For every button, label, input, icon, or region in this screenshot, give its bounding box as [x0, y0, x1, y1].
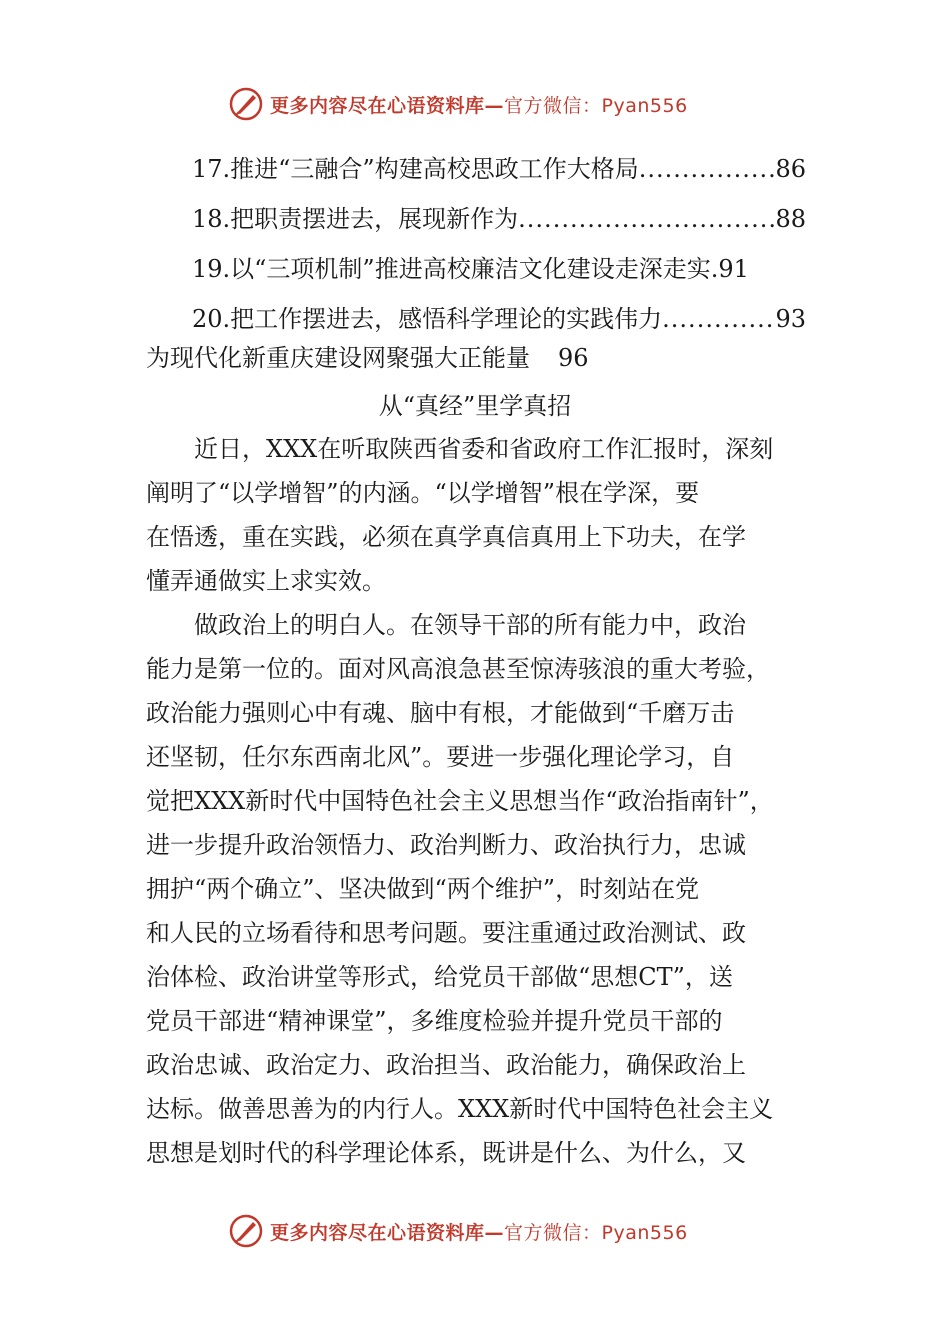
body-line: 进一步提升政治领悟力、政治判断力、政治执行力，忠诚 [146, 831, 746, 859]
toc-entry-page: 86 [775, 155, 806, 183]
toc-entry-title: 18.把职责摆进去，展现新作为 [192, 205, 519, 233]
watermark-wechat: 官方微信：Pyan556 [504, 94, 688, 117]
body-line: 阐明了“以学增智”的内涵。“以学增智”根在学深，要 [146, 479, 700, 507]
toc-entry-title: 20.把工作摆进去，感悟科学理论的实践伟力 [192, 305, 663, 333]
quill-logo-icon [228, 86, 264, 122]
body-line: 懂弄通做实上求实效。 [146, 567, 386, 595]
body-line: 和人民的立场看待和思考问题。要注重通过政治测试、政 [146, 919, 746, 947]
toc-entry [192, 301, 806, 337]
toc-entry-title: 17.推进“三融合”构建高校思政工作大格局 [192, 155, 639, 183]
toc-entry-title: 为现代化新重庆建设网聚强大正能量 [146, 344, 530, 372]
toc-entry-page: 96 [558, 344, 589, 372]
header-watermark [228, 84, 688, 124]
body-line: 政治忠诚、政治定力、政治担当、政治能力，确保政治上 [146, 1051, 746, 1079]
toc-entry-page: 88 [775, 205, 806, 233]
toc-entry-title: 19.以“三项机制”推进高校廉洁文化建设走深走实 [192, 255, 711, 283]
body-line: 拥护“两个确立”、坚决做到“两个维护”，时刻站在党 [146, 875, 700, 903]
body-line: 做政治上的明白人。在领导干部的所有能力中，政治 [194, 611, 746, 639]
body-line: 思想是划时代的科学理论体系，既讲是什么、为什么，又 [146, 1139, 746, 1167]
watermark-wechat: 官方微信：Pyan556 [504, 1221, 688, 1244]
toc-leader-dots [518, 201, 775, 237]
body-line: 觉把XXX新时代中国特色社会主义思想当作“政治指南针”， [146, 787, 774, 815]
toc-leader-dots [639, 151, 776, 187]
quill-logo-icon [228, 1213, 264, 1249]
watermark-text: 更多内容尽在心语资料库 [270, 94, 485, 117]
toc-entry [192, 251, 806, 287]
body-line: 近日，XXX在听取陕西省委和省政府工作汇报时，深刻 [194, 435, 774, 463]
body-line: 政治能力强则心中有魂、脑中有根，才能做到“千磨万击 [146, 699, 735, 727]
toc-entry-page: 93 [775, 305, 806, 333]
watermark-dash: — [484, 94, 505, 117]
watermark-dash: — [484, 1221, 505, 1244]
toc-entry [192, 151, 806, 187]
toc-entry-page: .91 [710, 255, 749, 283]
watermark-text: 更多内容尽在心语资料库 [270, 1221, 485, 1244]
footer-watermark [228, 1211, 688, 1251]
article-title: 从“真经”里学真招 [378, 392, 572, 420]
toc-leader-dots [662, 301, 775, 337]
toc-entry-extra [146, 340, 589, 376]
body-line: 能力是第一位的。面对风高浪急甚至惊涛骇浪的重大考验， [146, 655, 770, 683]
body-line: 在悟透，重在实践，必须在真学真信真用上下功夫，在学 [146, 523, 746, 551]
body-line: 还坚韧，任尔东西南北风”。要进一步强化理论学习，自 [146, 743, 735, 771]
toc-entry [192, 201, 806, 237]
body-line: 达标。做善思善为的内行人。XXX新时代中国特色社会主义 [146, 1095, 774, 1123]
body-line: 党员干部进“精神课堂”，多维度检验并提升党员干部的 [146, 1007, 723, 1035]
body-line: 治体检、政治讲堂等形式，给党员干部做“思想CT”，送 [146, 963, 733, 991]
